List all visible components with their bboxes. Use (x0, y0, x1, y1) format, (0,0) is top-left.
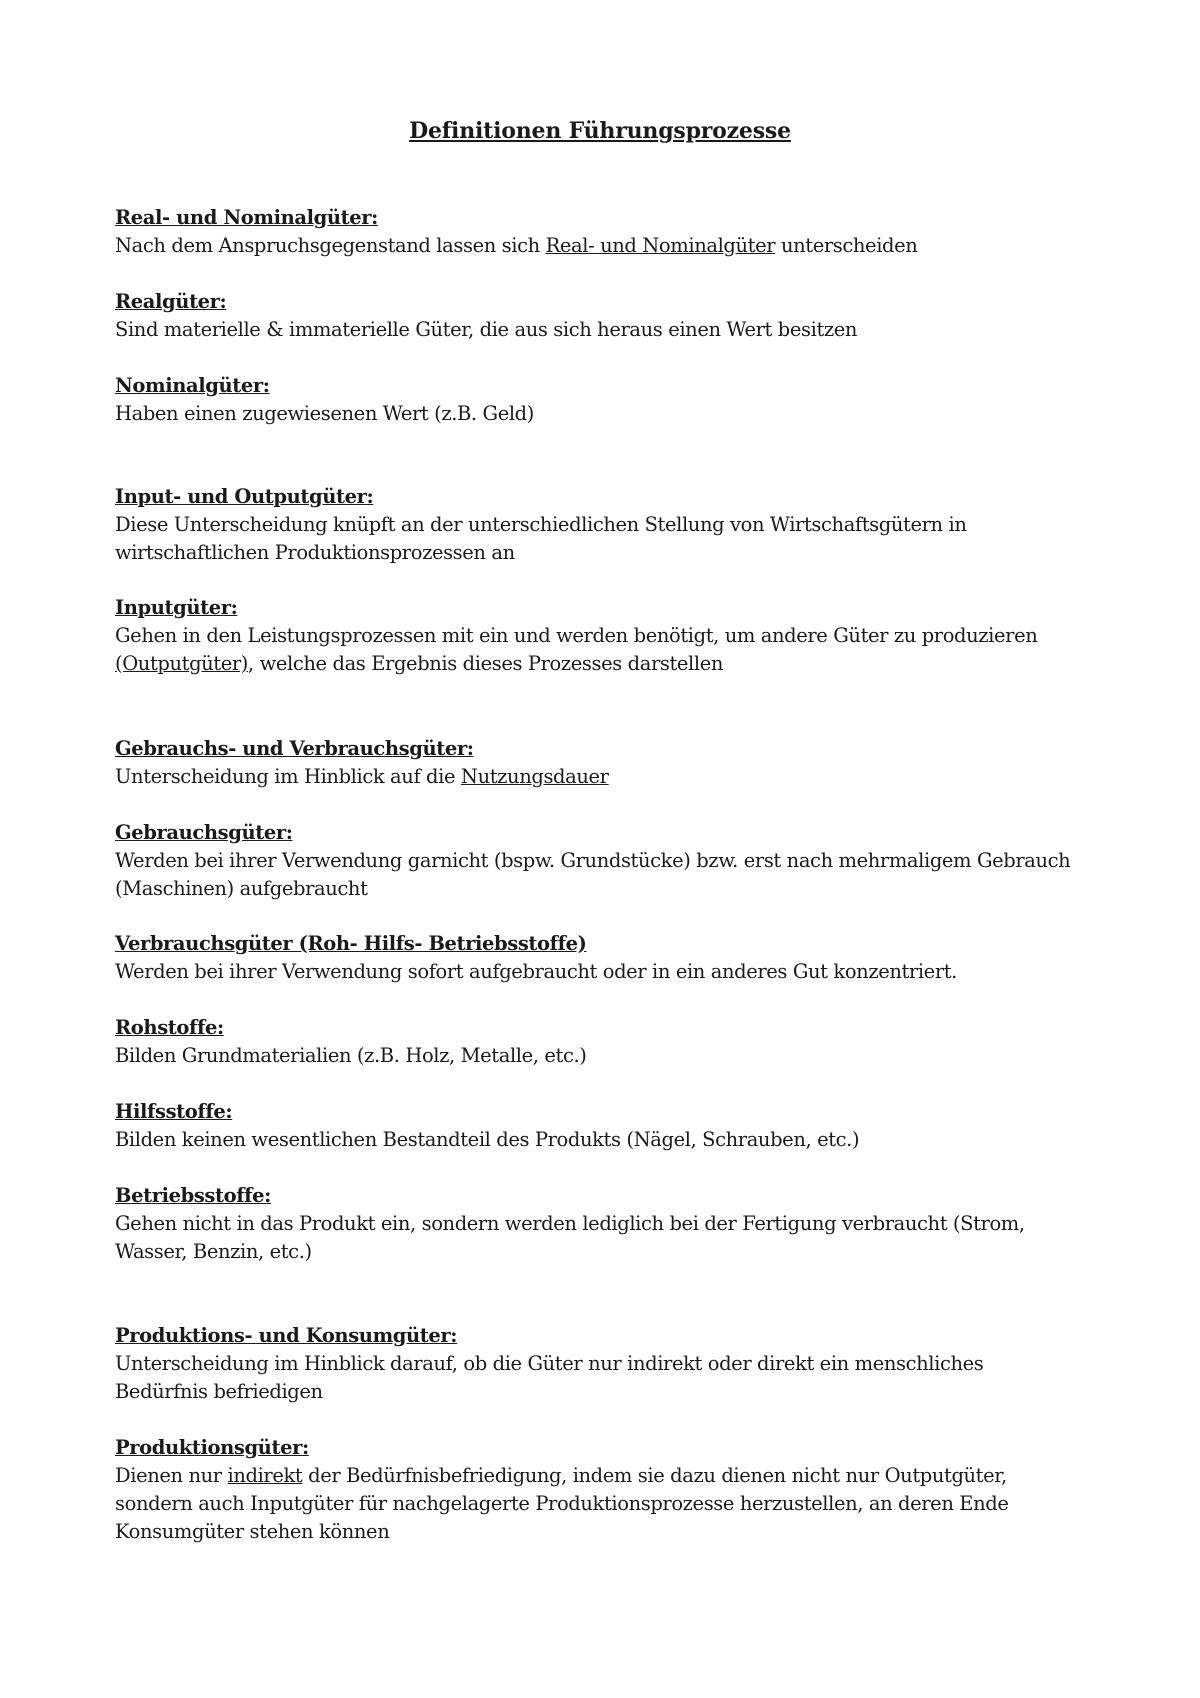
underlined-term: Real- und Nominalgüter (545, 234, 776, 257)
section-heading: Rohstoffe: (115, 1016, 224, 1039)
section-input-output (115, 483, 1105, 567)
section-heading: Produktions- und Konsumgüter: (115, 1324, 458, 1347)
section-heading: Gebrauchsgüter: (115, 821, 293, 844)
section-text-line: Gehen in den Leistungsprozessen mit ein und werden benötigt, um andere Güter zu produzieren (115, 624, 1038, 647)
section-real-nominal (115, 204, 1105, 260)
section-verbrauchsgueter (115, 930, 1105, 986)
section-text: Sind materielle & immaterielle Güter, die aus sich heraus einen Wert besitzen (115, 318, 858, 341)
section-heading: Nominalgüter: (115, 374, 270, 397)
section-text: Bilden keinen wesentlichen Bestandteil des Produkts (Nägel, Schrauben, etc.) (115, 1128, 860, 1151)
section-rohstoffe (115, 1014, 1105, 1070)
section-text-line: Unterscheidung im Hinblick darauf, ob die Güter nur indirekt oder direkt ein menschliches (115, 1352, 984, 1375)
section-heading: Real- und Nominalgüter: (115, 206, 378, 229)
section-heading: Hilfsstoffe: (115, 1100, 233, 1123)
section-heading: Inputgüter: (115, 596, 238, 619)
section-text-line: sondern auch Inputgüter für nachgelagerte Produktionsprozesse herzustellen, an deren Ende (115, 1492, 1009, 1515)
section-text-line: Gehen nicht in das Produkt ein, sondern werden lediglich bei der Fertigung verbraucht (Strom, (115, 1212, 1025, 1235)
underlined-term: indirekt (227, 1464, 303, 1487)
section-realgueter (115, 288, 1105, 344)
section-text: Unterscheidung im Hinblick auf die Nutzungsdauer (115, 765, 609, 788)
section-text-line: Wasser, Benzin, etc.) (115, 1240, 312, 1263)
section-text-line: Konsumgüter stehen können (115, 1520, 390, 1543)
section-text-line: Dienen nur indirekt der Bedürfnisbefriedigung, indem sie dazu dienen nicht nur Outputgüter, (115, 1464, 1007, 1487)
section-text-line: Bedürfnis befriedigen (115, 1380, 323, 1403)
section-hilfsstoffe (115, 1098, 1105, 1154)
section-inputgueter (115, 594, 1105, 678)
section-text-line: (Outputgüter), welche das Ergebnis dieses Prozesses darstellen (115, 652, 724, 675)
section-nominalgueter (115, 372, 1105, 428)
section-text-line: (Maschinen) aufgebraucht (115, 877, 368, 900)
section-text-line: Werden bei ihrer Verwendung garnicht (bspw. Grundstücke) bzw. erst nach mehrmaligem Gebrauch (115, 849, 1071, 872)
section-text: Werden bei ihrer Verwendung sofort aufgebraucht oder in ein anderes Gut konzentriert. (115, 960, 957, 983)
section-text: Bilden Grundmaterialien (z.B. Holz, Metalle, etc.) (115, 1044, 587, 1067)
section-heading: Input- und Outputgüter: (115, 485, 374, 508)
section-betriebsstoffe (115, 1182, 1105, 1266)
page-title: Definitionen Führungsprozesse (409, 118, 791, 144)
section-heading: Produktionsgüter: (115, 1436, 309, 1459)
underlined-term: Nutzungsdauer (460, 765, 609, 788)
section-produktionsgueter (115, 1434, 1105, 1546)
section-text: Haben einen zugewiesenen Wert (z.B. Geld) (115, 402, 534, 425)
section-heading: Betriebsstoffe: (115, 1184, 271, 1207)
underlined-term: (Outputgüter) (115, 652, 249, 675)
section-gebrauch-verbrauch (115, 735, 1105, 791)
section-heading: Gebrauchs- und Verbrauchsgüter: (115, 737, 474, 760)
section-text: Nach dem Anspruchsgegenstand lassen sich Real- und Nominalgüter unterscheiden (115, 234, 918, 257)
section-produktion-konsum (115, 1322, 1105, 1406)
section-gebrauchsgueter (115, 819, 1105, 903)
section-heading: Verbrauchsgüter (Roh- Hilfs- Betriebsstoffe) (115, 932, 587, 955)
section-heading: Realgüter: (115, 290, 227, 313)
section-text-line: Diese Unterscheidung knüpft an der unterschiedlichen Stellung von Wirtschaftsgütern in (115, 513, 967, 536)
section-text-line: wirtschaftlichen Produktionsprozessen an (115, 541, 515, 564)
